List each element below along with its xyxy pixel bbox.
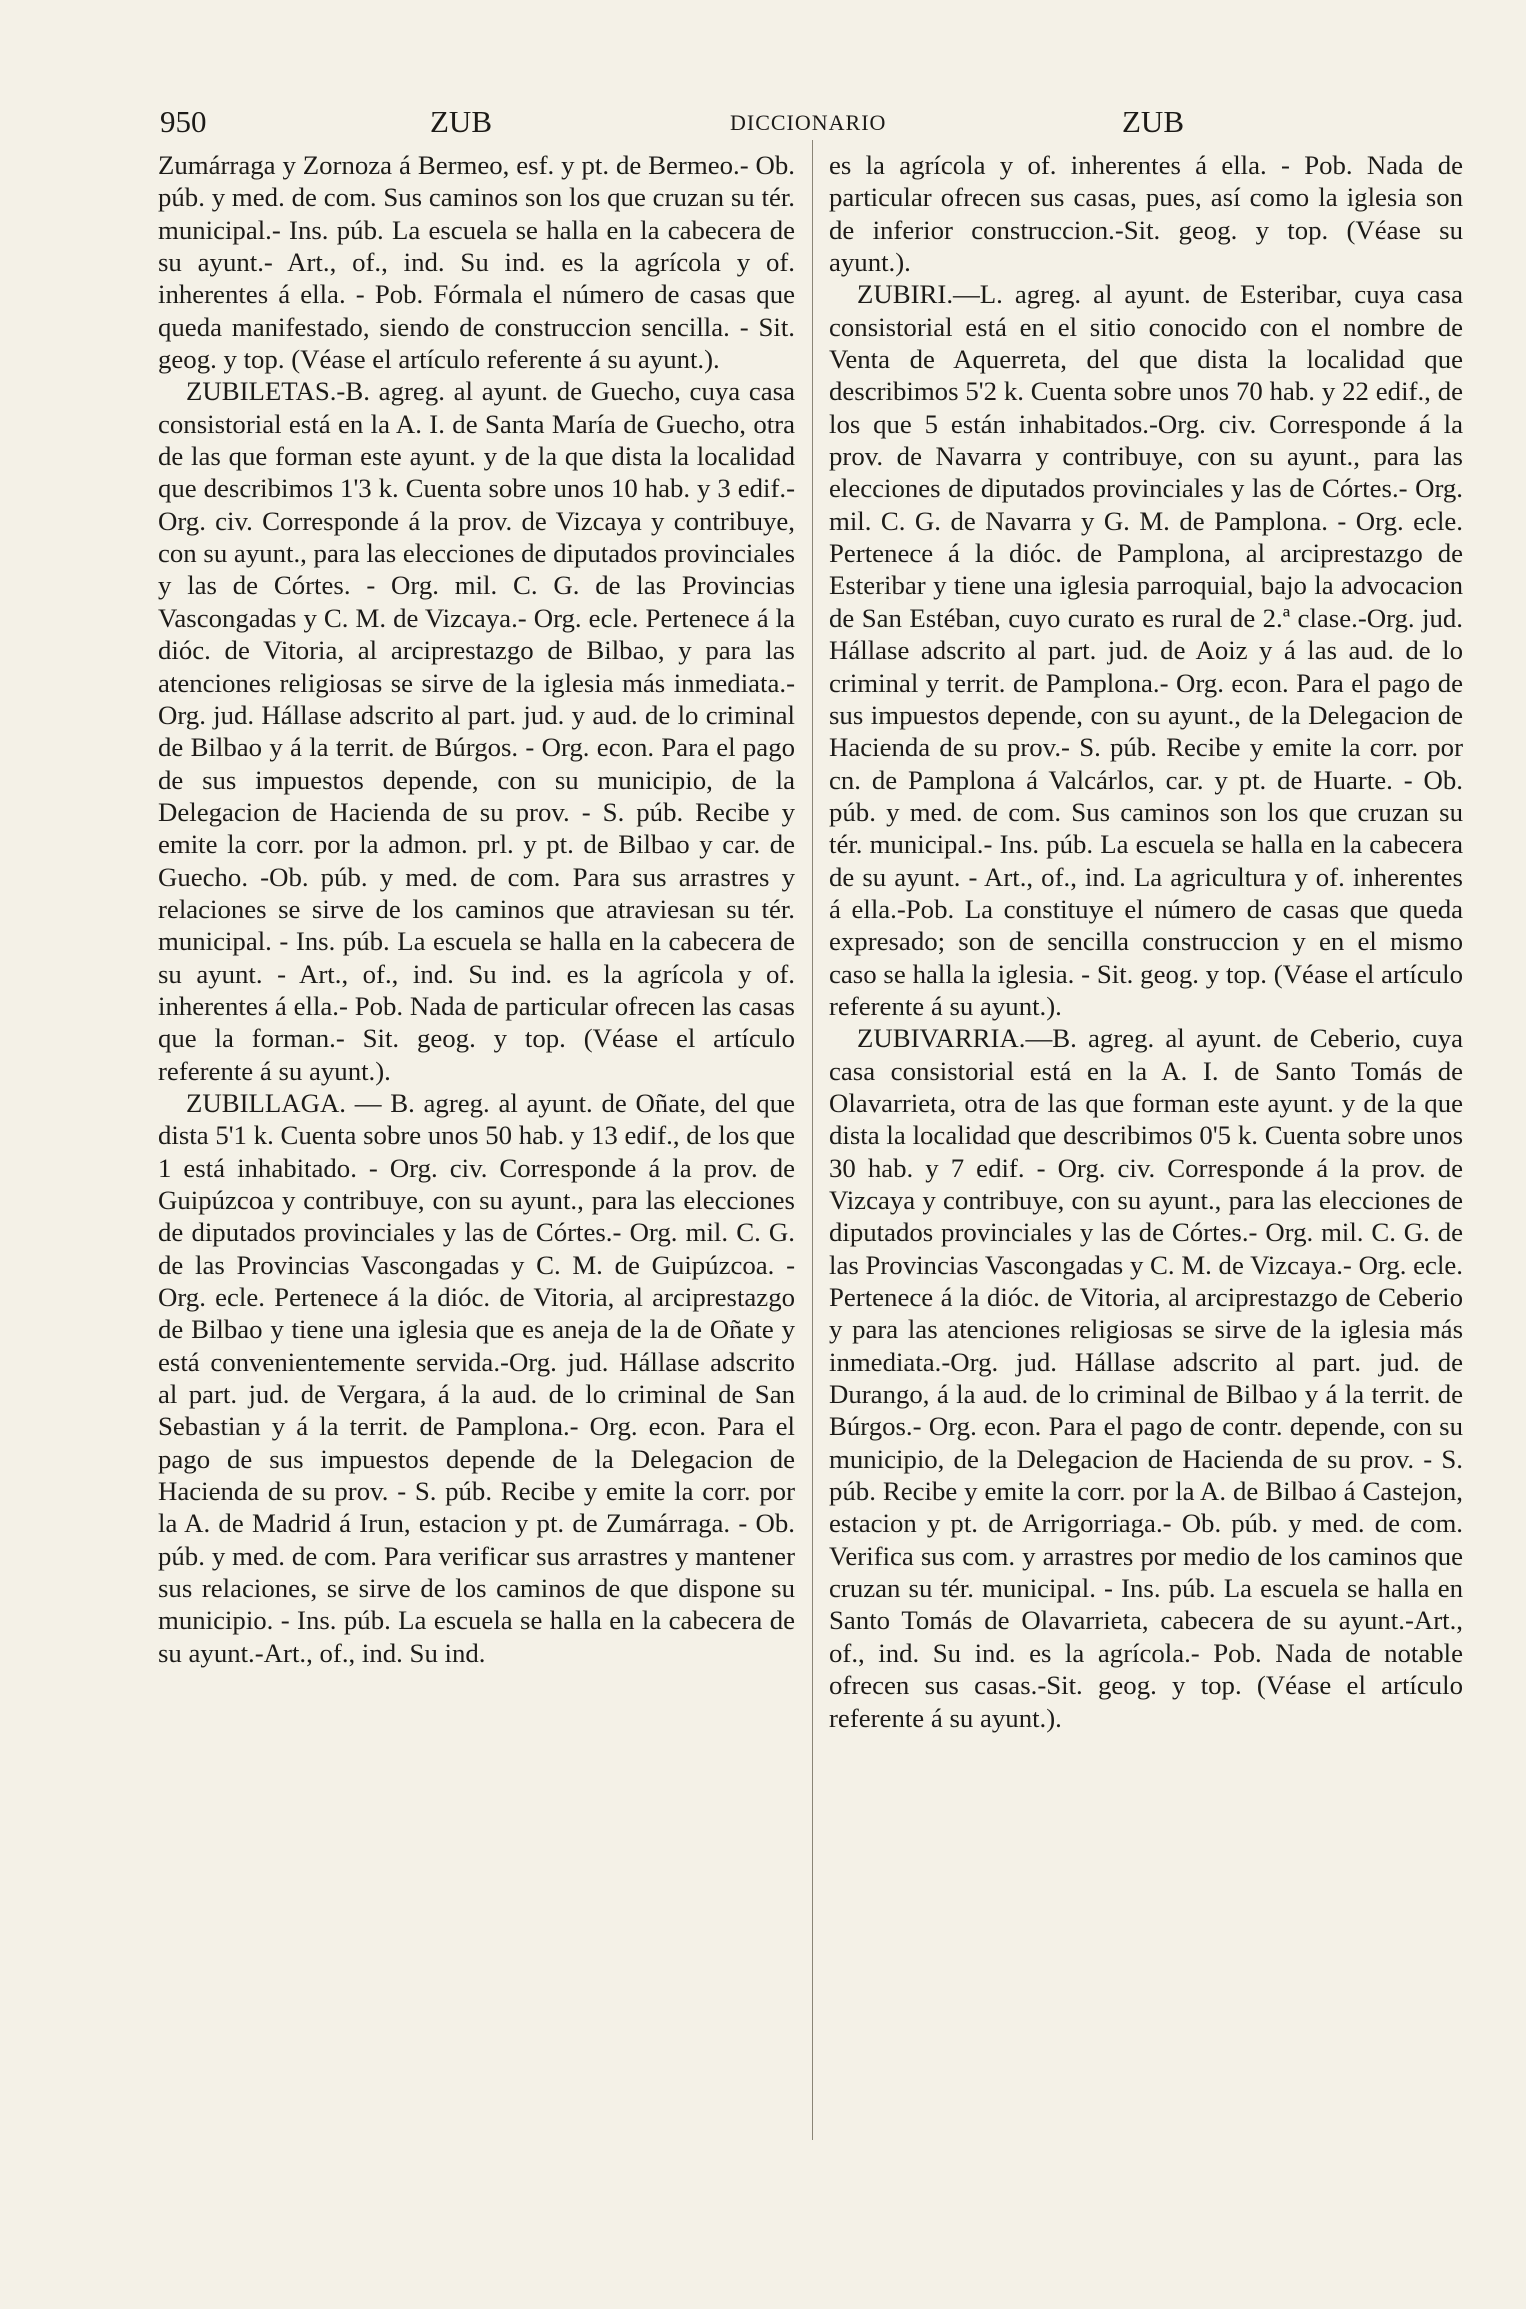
entry-continuation-zumarraga: Zumárraga y Zornoza á Bermeo, esf. y pt. de Bermeo.- Ob. púb. y med. de com. Sus caminos son los que cruzan su tér. municipal.- Ins. púb. La escuela se halla en la cabecera de su ayunt.- Art., of., ind. Su ind. es la agrícola y of. inherentes á ella. - Pob. Fórmala el número de casas que queda manifestado, siendo de construccion sencilla. - Sit. geog. y top. (Véase el artículo referente á su ayunt.). xyxy=(158,150,795,375)
entry-zubiletas: ZUBILETAS.-B. agreg. al ayunt. de Guecho, cuya casa consistorial está en la A. I. de Santa María de Guecho, otra de las que forman este ayunt. y de la que dista la localidad que describimos 1'3 k. Cuenta sobre unos 10 hab. y 3 edif.- Org. civ. Corresponde á la prov. de Vizcaya y contribuye, con su ayunt., para las elecciones de diputados provinciales y las de Córtes. - Org. mil. C. G. de las Provincias Vascongadas y C. M. de Vizcaya.- Org. ecle. Pertenece á la dióc. de Vitoria, al arciprestazgo de Bilbao, y para las atenciones religiosas se sirve de la iglesia más inmediata.- Org. jud. Hállase adscrito al part. jud. y aud. de lo criminal de Bilbao y á la territ. de Búrgos. - Org. econ. Para el pago de sus impuestos depende, con su municipio, de la Delegacion de Hacienda de su prov. - S. púb. Recibe y emite la corr. por la admon. prl. y pt. de Bilbao y car. de Guecho. -Ob. púb. y med. de com. Para sus arrastres y relaciones se sirve de los caminos que atraviesan su tér. municipal. - Ins. púb. La escuela se halla en la cabecera de su ayunt. - Art., of., ind. Su ind. es la agrícola y of. inherentes á ella.- Pob. Nada de particular ofrecen las casas que la forman.- Sit. geog. y top. (Véase el artículo referente á su ayunt.). xyxy=(158,376,795,1086)
entry-zubillaga: ZUBILLAGA. — B. agreg. al ayunt. de Oñate, del que dista 5'1 k. Cuenta sobre unos 50 hab. y 13 edif., de los que 1 está inhabitado. - Org. civ. Corresponde á la prov. de Guipúzcoa y contribuye, con su ayunt., para las elecciones de diputados provinciales y las de Córtes.- Org. mil. C. G. de las Provincias Vascongadas y C. M. de Guipúzcoa. - Org. ecle. Pertenece á la dióc. de Vitoria, al arciprestazgo de Bilbao y tiene una iglesia que es aneja de la de Oñate y está convenientemente servida.-Org. jud. Hállase adscrito al part. jud. de Vergara, á la aud. de lo criminal de San Sebastian y á la territ. de Pamplona.- Org. econ. Para el pago de sus impuestos depende de la Delegacion de Hacienda de su prov. - S. púb. Recibe y emite la corr. por la A. de Madrid á Irun, estacion y pt. de Zumárraga. - Ob. púb. y med. de com. Para verificar sus arrastres y mantener sus relaciones, se sirve de los caminos de que dispone su municipio. - Ins. púb. La escuela se halla en la cabecera de su ayunt.-Art., of., ind. Su ind. xyxy=(158,1087,795,1668)
page-number: 950 xyxy=(160,104,207,139)
entry-zubivarria: ZUBIVARRIA.—B. agreg. al ayunt. de Ceberio, cuya casa consistorial está en la A. I. de Santo Tomás de Olavarrieta, otra de las que forman este ayunt. y de la que dista la localidad que describimos 0'5 k. Cuenta sobre unos 30 hab. y 7 edif. - Org. civ. Corresponde á la prov. de Vizcaya y contribuye, con su ayunt., para las elecciones de diputados provinciales y las de Córtes.- Org. mil. C. G. de las Provincias Vascongadas y C. M. de Vizcaya.- Org. ecle. Pertenece á la dióc. de Vitoria, al arciprestazgo de Ceberio y para las atenciones religiosas se sirve de la iglesia más inmediata.-Org. jud. Hállase adscrito al part. jud. de Durango, á la aud. de lo criminal de Bilbao y á la territ. de Búrgos.- Org. econ. Para el pago de contr. depende, con su municipio, de la Delegacion de Hacienda de su prov. - S. púb. Recibe y emite la corr. por la A. de Bilbao á Castejon, estacion y pt. de Arrigorriaga.- Ob. púb. y med. de com. Verifica sus com. y arrastres por medio de los caminos que cruzan su tér. municipal. - Ins. púb. La escuela se halla en Santo Tomás de Olavarrieta, cabecera de su ayunt.-Art., of., ind. Su ind. es la agrícola.- Pob. Nada de notable ofrecen sus casas.-Sit. geog. y top. (Véase el artículo referente á su ayunt.). xyxy=(829,1023,1463,1733)
entry-continuation-zubillaga: es la agrícola y of. inherentes á ella. - Pob. Nada de particular ofrecen sus casas, pues, así como la iglesia son de inferior construccion.-Sit. geog. y top. (Véase su ayunt.). xyxy=(829,150,1463,278)
entry-zubiri: ZUBIRI.—L. agreg. al ayunt. de Esteribar, cuya casa consistorial está en el sitio conocido con el nombre de Venta de Aquerreta, del que dista la localidad que describimos 5'2 k. Cuenta sobre unos 70 hab. y 22 edif., de los que 5 están inhabitados.-Org. civ. Corresponde á la prov. de Navarra y contribuye, con su ayunt., para las elecciones de diputados provinciales y las de Córtes.- Org. mil. C. G. de Navarra y G. M. de Pamplona. - Org. ecle. Pertenece á la dióc. de Pamplona, al arciprestazgo de Esteribar y tiene una iglesia parroquial, bajo la advocacion de San Estéban, cuyo curato es rural de 2.ª clase.-Org. jud. Hállase adscrito al part. jud. de Aoiz y á las aud. de lo criminal y territ. de Pamplona.- Org. econ. Para el pago de sus impuestos depende, con su ayunt., de la Delegacion de Hacienda de su prov.- S. púb. Recibe y emite la corr. por cn. de Pamplona á Valcárlos, car. y pt. de Huarte. - Ob. púb. y med. de com. Sus caminos son los que cruzan su tér. municipal.- Ins. púb. La escuela se halla en la cabecera de su ayunt. - Art., of., ind. La agricultura y of. inherentes á ella.-Pob. La constituye el número de casas que queda expresado; son de sencilla construccion y en el mismo caso se halla la iglesia. - Sit. geog. y top. (Véase el artículo referente á su ayunt.). xyxy=(829,279,1463,1021)
column-divider xyxy=(812,140,813,2140)
right-column xyxy=(829,149,1463,1734)
running-header xyxy=(160,104,1460,144)
center-running-head: DICCIONARIO xyxy=(730,110,887,135)
right-running-head: ZUB xyxy=(1122,104,1184,139)
left-running-head: ZUB xyxy=(430,104,492,139)
left-column xyxy=(158,149,795,1669)
